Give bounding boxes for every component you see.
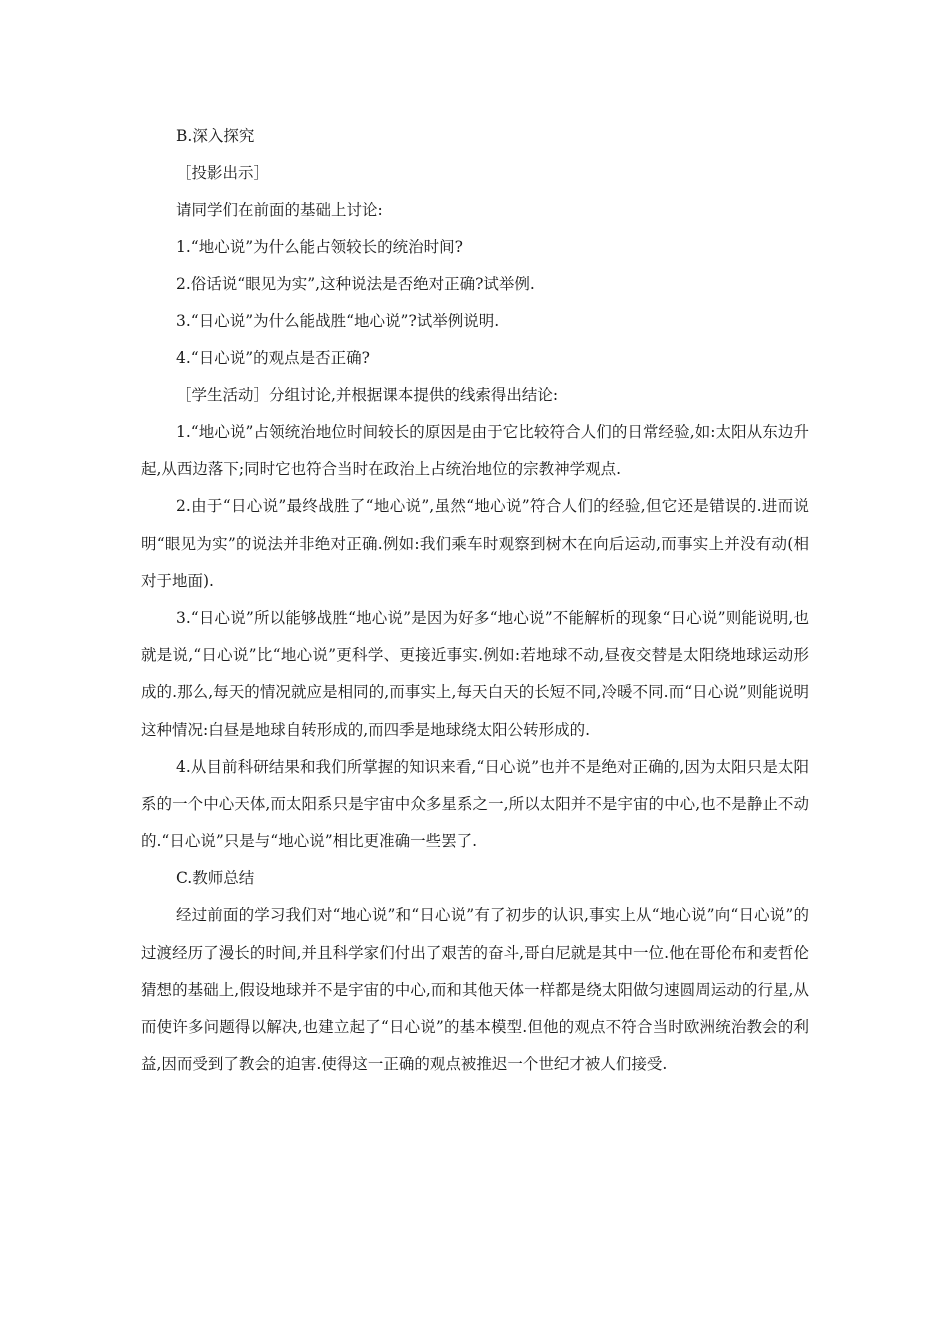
answer-paragraph: 4.从目前科研结果和我们所掌握的知识来看,“日心说”也并不是绝对正确的,因为太阳只是太阳系的一个中心天体,而太阳系只是宇宙中众多星系之一,所以太阳并不是宇宙的中心,也不是静止不动的.“日心说”只是与“地心说”相比更准确一些罢了. (141, 757, 809, 851)
answer-paragraph: 3.“日心说”所以能够战胜“地心说”是因为好多“地心说”不能解析的现象“日心说”则能说明,也就是说,“日心说”比“地心说”更科学、更接近事实.例如:若地球不动,昼夜交替是太阳绕地球运动形成的.那么,每天的情况就应是相同的,而事实上,每天白天的长短不同,冷暖不同.而“日心说”则能说明这种情况:白昼是地球自转形成的,而四季是地球绕太阳公转形成的. (141, 609, 809, 739)
answer-paragraph: 2.由于“日心说”最终战胜了“地心说”,虽然“地心说”符合人们的经验,但它还是错误的.进而说明“眼见为实”的说法并非绝对正确.例如:我们乘车时观察到树木在向后运动,而事实上并没有动(相对于地面). (141, 497, 809, 590)
document-body (141, 118, 809, 1083)
teacher-summary-paragraph: 经过前面的学习我们对“地心说”和“日心说”有了初步的认识,事实上从“地心说”向“日心说”的过渡经历了漫长的时间,并且科学家们付出了艰苦的奋斗,哥白尼就是其中一位.他在哥伦布和麦哲伦猜想的基础上,假设地球并不是宇宙的中心,而和其他天体一样都是绕太阳做匀速圆周运动的行星,从而使许多问题得以解决,也建立起了“日心说”的基本模型.但他的观点不符合当时欧洲统治教会的利益,因而受到了教会的迫害.使得这一正确的观点被推迟一个世纪才被人们接受. (141, 906, 809, 1074)
section-b-heading: B.深入探究 (176, 127, 255, 145)
answer-paragraph: 1.“地心说”占领统治地位时间较长的原因是由于它比较符合人们的日常经验,如:太阳从东边升起,从西边落下;同时它也符合当时在政治上占统治地位的宗教神学观点. (141, 423, 809, 479)
question-item: 3.“日心说”为什么能战胜“地心说”?试举例说明. (176, 312, 500, 330)
section-c-heading: C.教师总结 (176, 869, 255, 888)
student-activity-label: ［学生活动］分组讨论,并根据课本提供的线索得出结论: (176, 386, 559, 404)
question-item: 1.“地心说”为什么能占领较长的统治时间? (176, 238, 463, 256)
projection-label: ［投影出示］ (176, 164, 270, 182)
question-item: 2.俗话说“眼见为实”,这种说法是否绝对正确?试举例. (176, 275, 535, 293)
discussion-prompt: 请同学们在前面的基础上讨论: (176, 201, 383, 219)
question-item: 4.“日心说”的观点是否正确? (176, 349, 370, 367)
